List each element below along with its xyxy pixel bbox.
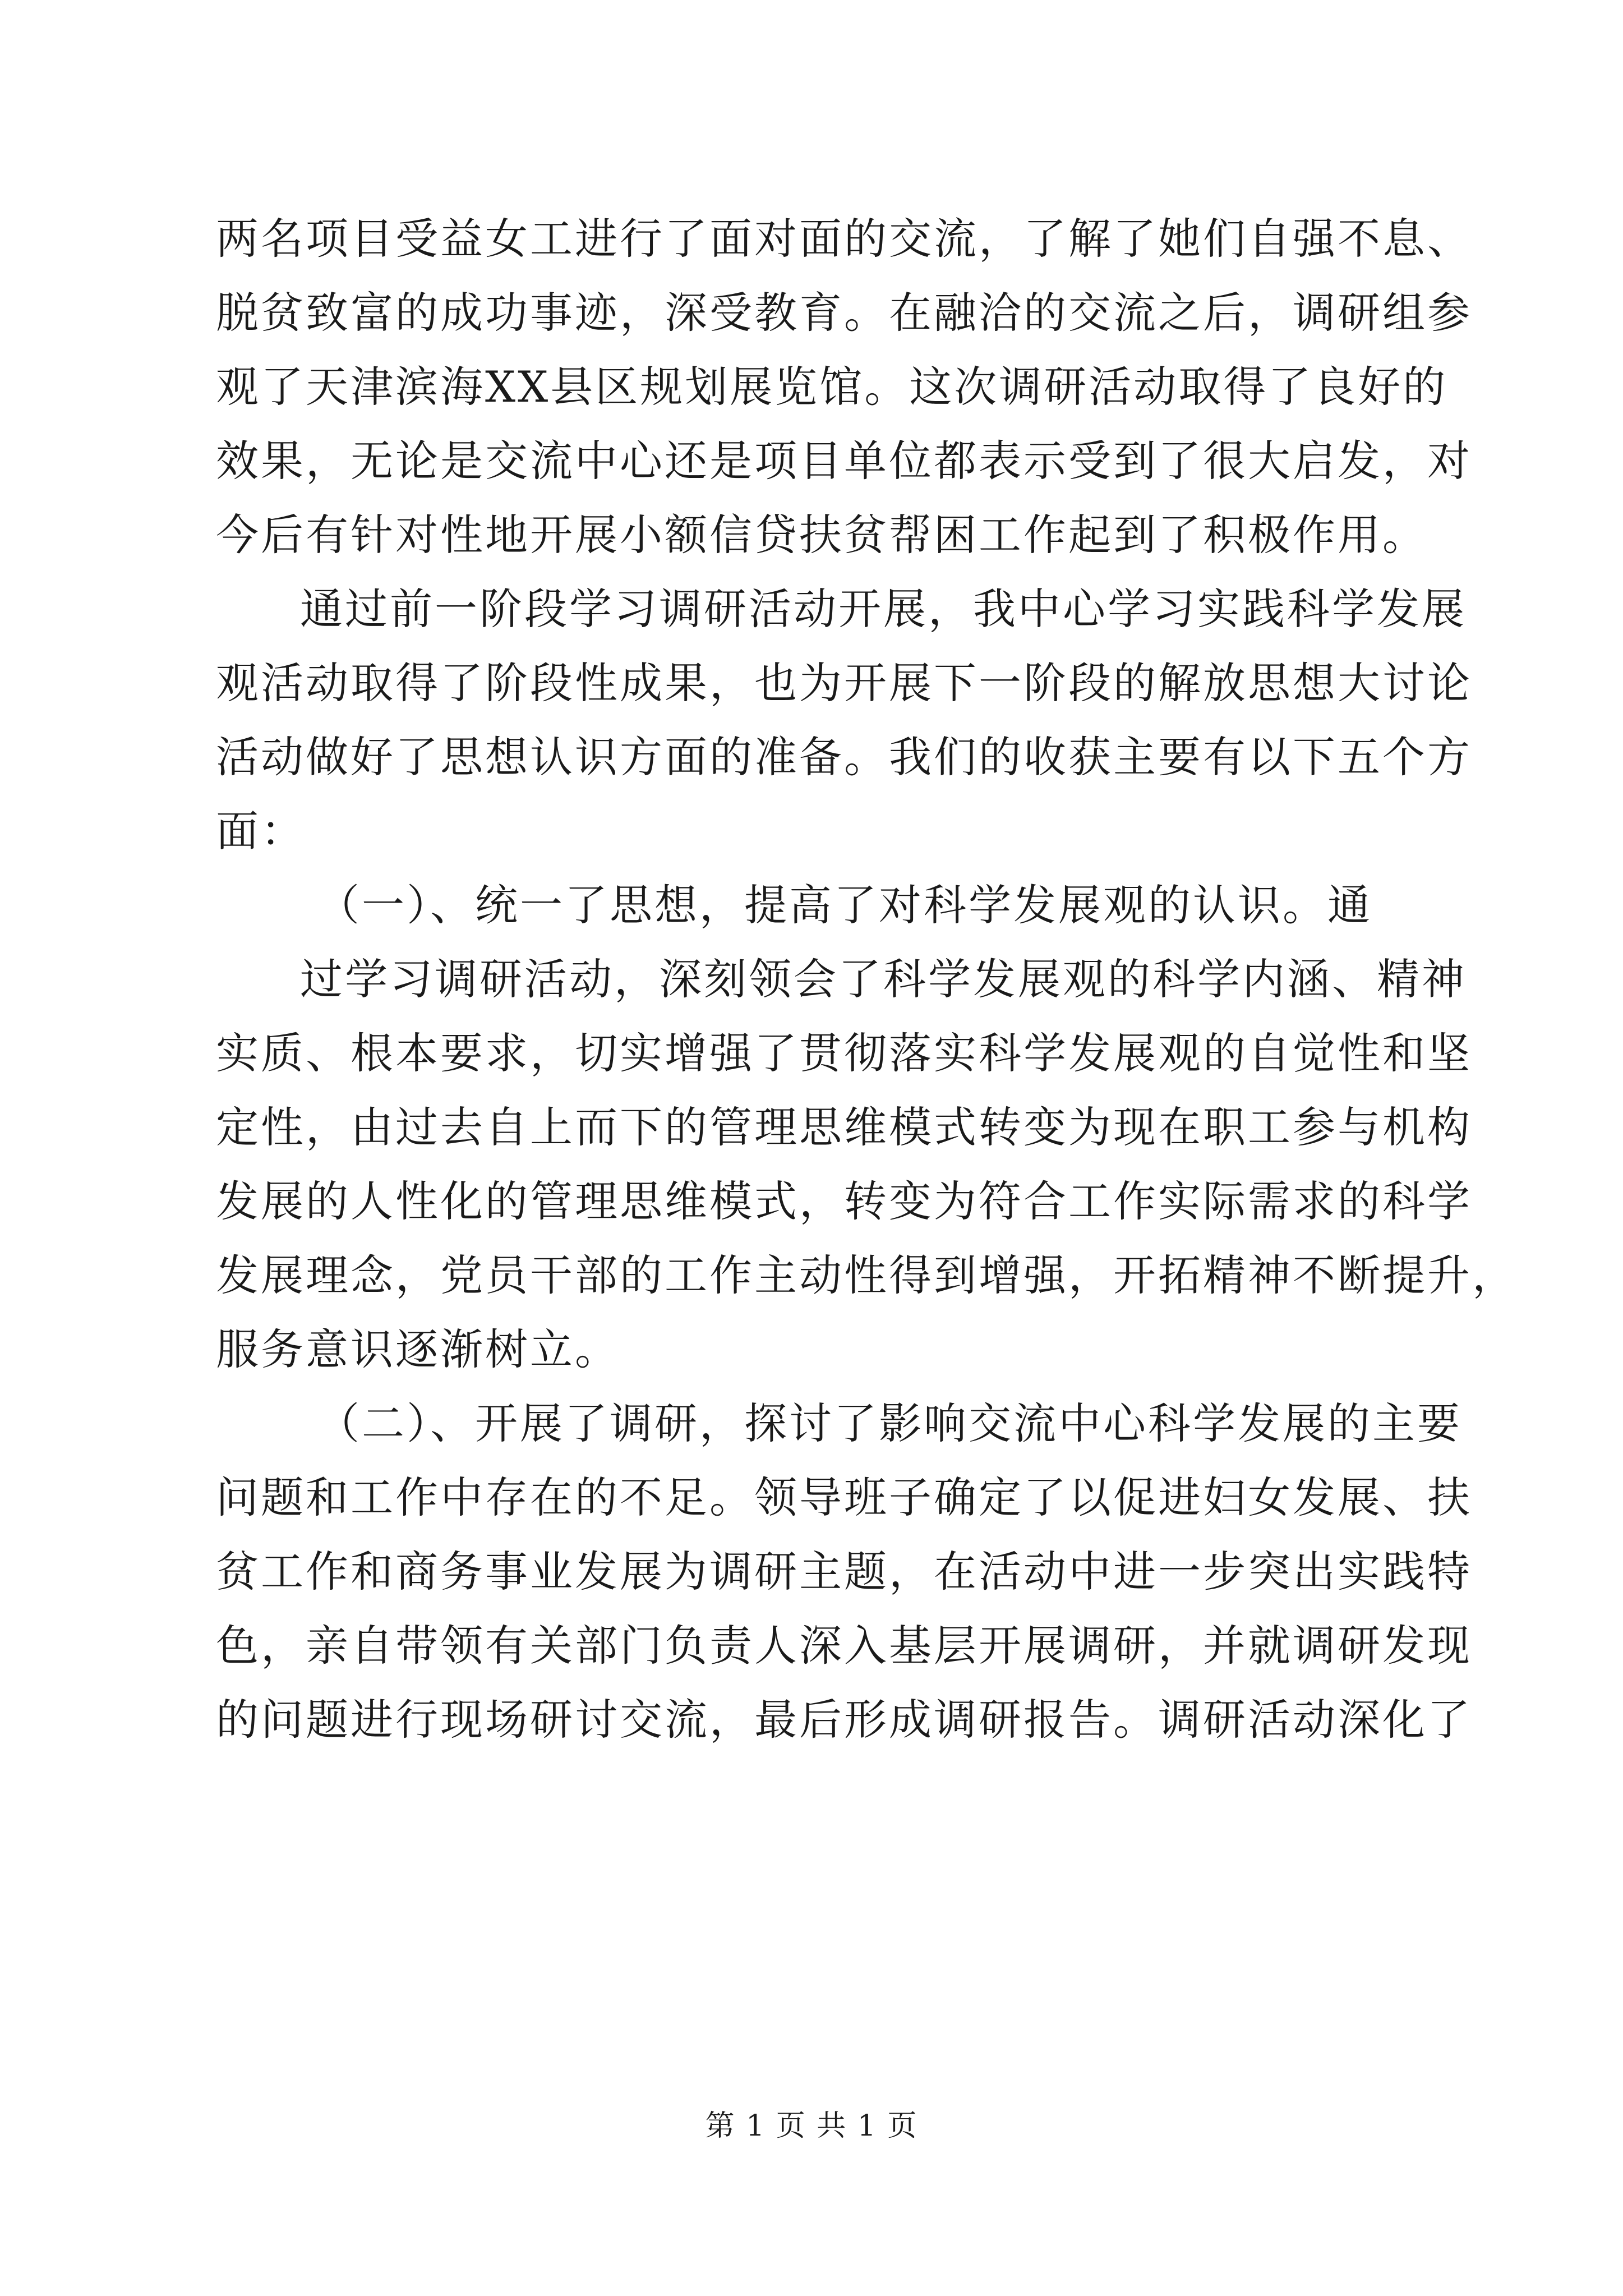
body-text-line: 今后有针对性地开展小额信贷扶贫帮困工作起到了积极作用。 <box>216 510 1427 560</box>
section-heading-two: （二）、开展了调研，探讨了影响交流中心科学发展的主要 <box>317 1398 1462 1448</box>
body-text-line: 色，亲自带领有关部门负责人深入基层开展调研，并就调研发现 <box>216 1621 1472 1671</box>
document-body <box>216 202 1517 1757</box>
body-text-line: 实质、根本要求，切实增强了贯彻落实科学发展观的自觉性和坚 <box>216 1028 1472 1078</box>
paragraph-first-line: 通过前一阶段学习调研活动开展，我中心学习实践科学发展 <box>300 584 1467 634</box>
body-text-line: 面： <box>216 806 306 856</box>
page-number-footer: 第 1 页 共 1 页 <box>705 2109 918 2143</box>
body-text-line: 观活动取得了阶段性成果，也为开展下一阶段的解放思想大讨论 <box>216 658 1472 708</box>
body-text-line: 活动做好了思想认识方面的准备。我们的收获主要有以下五个方 <box>216 732 1472 782</box>
body-text-line: 贫工作和商务事业发展为调研主题，在活动中进一步突出实践特 <box>216 1547 1472 1596</box>
section-heading-one: （一）、统一了思想，提高了对科学发展观的认识。通 <box>317 880 1372 930</box>
body-text-line: 发展的人性化的管理思维模式，转变为符合工作实际需求的科学 <box>216 1176 1472 1226</box>
body-text-line: 脱贫致富的成功事迹，深受教育。在融洽的交流之后，调研组参 <box>216 288 1472 338</box>
paragraph-first-line: 过学习调研活动，深刻领会了科学发展观的科学内涵、精神 <box>300 954 1467 1004</box>
body-text-line: 服务意识逐渐树立。 <box>216 1324 620 1374</box>
body-text-line: 问题和工作中存在的不足。领导班子确定了以促进妇女发展、扶 <box>216 1473 1472 1522</box>
body-text-line: 的问题进行现场研讨交流，最后形成调研报告。调研活动深化了 <box>216 1695 1472 1745</box>
body-text-line: 发展理念，党员干部的工作主动性得到增强，开拓精神不断提升， <box>216 1250 1517 1300</box>
body-text-line: 效果，无论是交流中心还是项目单位都表示受到了很大启发，对 <box>216 436 1472 486</box>
body-text-line: 两名项目受益女工进行了面对面的交流，了解了她们自强不息、 <box>216 214 1472 264</box>
body-text-line: 定性，由过去自上而下的管理思维模式转变为现在职工参与机构 <box>216 1102 1472 1152</box>
body-text-line: 观了天津滨海XX县区规划展览馆。这次调研活动取得了良好的 <box>216 362 1448 412</box>
